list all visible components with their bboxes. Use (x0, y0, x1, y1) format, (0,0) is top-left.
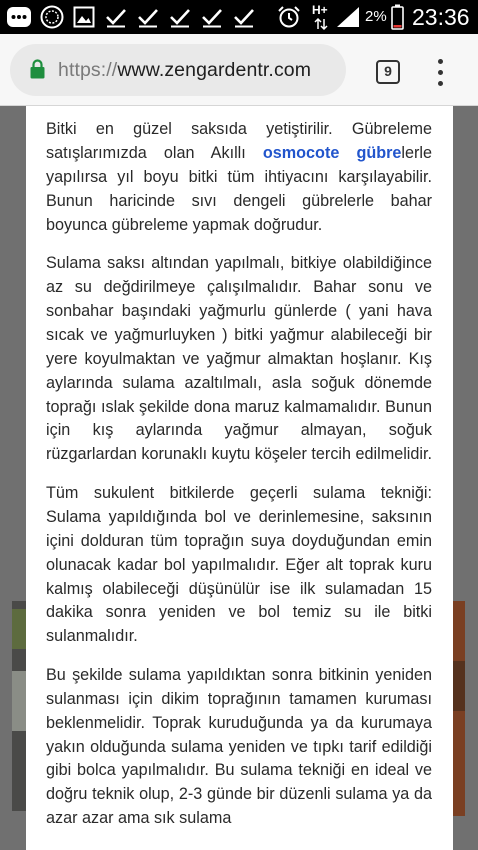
circle-app-icon (40, 5, 64, 29)
battery-percent: 2% (365, 8, 387, 25)
article-paragraph-2: Sulama saksı altından yapılmalı, bitkiye olabildiğince az su değdirilmeye çalışılmalıdır. Bahar sonu ve sonbahar başındaki yağmurlu günlerde ( yani hava sıcak ve yağmurluyken ) bitki yağmur alabileceği bir yere koyulmaktan ve yağmur almaktan hoşlanır. Kış aylarında sulama azaltılmalı, asla soğuk dönemde toprağı ıslak şekilde dona maruz kalmamalıdır. Bunun için kış aylarında yağmur almayan, soğuk rüzgarlardan korunaklı kuytu köşeler tercih edilmelidir. (46, 254, 432, 464)
browser-menu-button[interactable] (430, 58, 450, 88)
article-paragraph-4: Bu şekilde sulama yapıldıktan sonra bitkinin yeniden sulanması için dikim toprağının tamamen kuruması beklenmelidir. Toprak kuruduğunda ya da kurumaya yakın olduğunda sulama yeniden ve tıpkı tarif edildiği gibi bolca yapılmalıdır. Bu sulama tekniği en ideal ve doğru teknik olup, 2-3 günde bir düzenli sulama ya da azar azar ama sık sulama (46, 665, 432, 828)
browser-toolbar (0, 34, 478, 106)
article-body (46, 118, 432, 846)
url-text[interactable] (58, 44, 346, 96)
osmocote-link[interactable]: osmocote gübre (262, 143, 402, 162)
web-page[interactable] (0, 106, 478, 850)
check-icon (136, 5, 160, 29)
article-card (26, 106, 453, 850)
check-icon (200, 5, 224, 29)
signal-icon (336, 6, 360, 28)
network-arrows-icon (314, 18, 328, 30)
background-image-right (453, 601, 465, 816)
gallery-icon (73, 6, 95, 28)
article-paragraph-1: Bitki en güzel saksıda yetiştirilir. Gübreleme satışlarımızda olan Akıllı osmocote gübrelerle yapılırsa yıl boyu bitki tüm ihtiyacını karşılayabilir. Bunun haricinde sıvı dengeli gübrelerle bahar boyunca gübreleme yapmak doğrudur. (46, 120, 432, 234)
battery-icon (391, 4, 404, 30)
status-bar (0, 0, 478, 34)
network-type-label: H+ (312, 3, 328, 17)
background-image-left (12, 601, 26, 811)
check-icon (104, 5, 128, 29)
article-paragraph-3: Tüm sukulent bitkilerde geçerli sulama tekniği: Sulama yapıldığında bol ve derinlemesine, saksının içini dolduran tüm toprağın suya doyduğundan emin olunacak kadar bol yapılmalıdır. Eğer alt toprak kuru kalmış olabileceği düşünülür ise ilk sulamadan 15 dakika sonra yeniden ve bol temiz su ile bitki sulanmalıdır. (46, 483, 432, 646)
url-host: www.zengardentr.com (117, 59, 312, 81)
tab-count: 9 (384, 63, 392, 79)
check-icon (168, 5, 192, 29)
alarm-icon (277, 5, 301, 29)
lock-icon[interactable] (30, 59, 45, 79)
url-scheme: https:// (58, 59, 118, 81)
check-icon (232, 5, 256, 29)
more-dots-icon (6, 6, 32, 28)
status-time: 23:36 (412, 4, 470, 30)
tab-switcher-button[interactable] (376, 60, 400, 84)
url-omnibox[interactable] (10, 44, 346, 96)
